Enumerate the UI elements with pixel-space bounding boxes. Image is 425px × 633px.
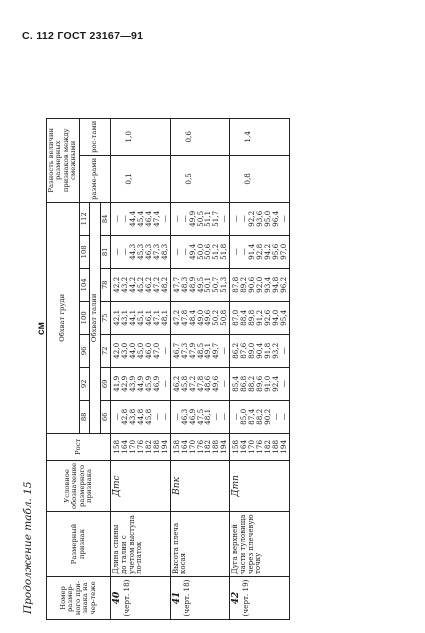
height-cell bbox=[230, 433, 289, 460]
row-number-cell bbox=[230, 577, 289, 620]
measure-value: 91,2 bbox=[254, 309, 264, 326]
measure-value: 48,3 bbox=[159, 243, 169, 260]
height-value: 194 bbox=[219, 439, 229, 454]
height-value: 170 bbox=[128, 439, 138, 454]
measure-value: 42,8 bbox=[120, 408, 130, 425]
measure-value: 49,4 bbox=[187, 243, 197, 260]
measure-value: — bbox=[278, 380, 288, 388]
table-row bbox=[230, 118, 289, 619]
value-column-cell bbox=[170, 235, 229, 268]
header-waist-group: Обхват талии bbox=[90, 202, 100, 433]
height-cell bbox=[170, 433, 229, 460]
measure-value: 48,9 bbox=[187, 276, 197, 293]
measure-value: 89,2 bbox=[239, 276, 249, 293]
measure-value: — bbox=[231, 215, 241, 223]
measure-value: 87,0 bbox=[231, 309, 241, 326]
waist-size-header: 75 bbox=[100, 301, 110, 334]
measure-value: 96,2 bbox=[278, 276, 288, 293]
height-value: 170 bbox=[247, 439, 257, 454]
value-column-cell bbox=[170, 334, 229, 367]
continuation-label: Продолжение табл. 15 bbox=[22, 481, 34, 614]
measure-value: 51,3 bbox=[219, 276, 229, 293]
measure-value: 42,9 bbox=[120, 375, 130, 392]
measure-value: 50,1 bbox=[203, 276, 213, 293]
height-cell bbox=[111, 433, 170, 460]
measure-value: 47,2 bbox=[151, 276, 161, 293]
height-value: 164 bbox=[120, 439, 130, 454]
measure-value: 51,1 bbox=[203, 210, 213, 227]
measure-value: 92,4 bbox=[270, 375, 280, 392]
height-value: 176 bbox=[136, 439, 146, 454]
measure-value: 94,8 bbox=[270, 276, 280, 293]
measure-value: — bbox=[211, 413, 221, 421]
measure-value: 86,8 bbox=[239, 375, 249, 392]
measure-value: 44,2 bbox=[128, 276, 138, 293]
row-number-cell bbox=[111, 577, 170, 620]
measure-value: 46,2 bbox=[143, 276, 153, 293]
measure-value: 50,5 bbox=[195, 210, 205, 227]
measure-value: 48,3 bbox=[179, 276, 189, 293]
value-column-cell bbox=[170, 202, 229, 235]
measure-value: 47,3 bbox=[179, 342, 189, 359]
measure-value: 48,2 bbox=[159, 276, 169, 293]
header-diff-heights: рос-тами bbox=[79, 118, 110, 155]
measure-value: 96,4 bbox=[270, 210, 280, 227]
value-column-cell bbox=[111, 301, 170, 334]
diff-heights-cell: 1,0 bbox=[111, 118, 170, 155]
height-value: 182 bbox=[143, 439, 153, 454]
measure-value: 45,8 bbox=[143, 408, 153, 425]
measure-value: 43,8 bbox=[128, 408, 138, 425]
feature-symbol: Дтп bbox=[231, 475, 242, 497]
measure-value: 93,6 bbox=[254, 210, 264, 227]
measure-value: 49,5 bbox=[195, 276, 205, 293]
value-column-cell bbox=[111, 235, 170, 268]
measure-value: 93,4 bbox=[262, 276, 272, 293]
diff-sizes-cell: 0,1 bbox=[111, 155, 170, 202]
measure-value: 47,7 bbox=[171, 276, 181, 293]
measure-value: 46,3 bbox=[179, 408, 189, 425]
measure-value: 91,4 bbox=[247, 243, 257, 260]
measure-value: 45,2 bbox=[136, 276, 146, 293]
measure-value: 44,1 bbox=[128, 309, 138, 326]
height-value: 182 bbox=[203, 439, 213, 454]
measure-value: 87,4 bbox=[247, 408, 257, 425]
measure-value: 44,4 bbox=[128, 210, 138, 227]
measure-value: 49,6 bbox=[211, 375, 221, 392]
measure-value: 48,1 bbox=[203, 408, 213, 425]
measure-value: 91,8 bbox=[262, 342, 272, 359]
measure-value: 86,2 bbox=[231, 342, 241, 359]
value-column-cell bbox=[111, 367, 170, 400]
height-value: 194 bbox=[159, 439, 169, 454]
measure-value: 87,8 bbox=[231, 276, 241, 293]
header-chest-group: Обхват груди bbox=[47, 202, 80, 433]
measure-value: 49,0 bbox=[195, 309, 205, 326]
chest-size-header: 104 bbox=[79, 268, 89, 301]
measure-value: — bbox=[278, 347, 288, 355]
measure-value: — bbox=[112, 248, 122, 256]
waist-size-header: 69 bbox=[100, 367, 110, 400]
measure-value: 42,0 bbox=[112, 342, 122, 359]
measure-value: 49,9 bbox=[187, 210, 197, 227]
measure-value: 48,1 bbox=[159, 309, 169, 326]
measure-value: 45,8 bbox=[179, 375, 189, 392]
measure-value: 46,0 bbox=[143, 342, 153, 359]
measure-value: 44,8 bbox=[136, 408, 146, 425]
measure-value: 46,2 bbox=[171, 375, 181, 392]
value-column-cell bbox=[230, 268, 289, 301]
measure-value: 92,8 bbox=[254, 243, 264, 260]
measure-value: 43,9 bbox=[128, 375, 138, 392]
measure-value: 46,9 bbox=[187, 408, 197, 425]
measure-value: 43,0 bbox=[120, 342, 130, 359]
value-column-cell bbox=[230, 367, 289, 400]
measure-value: — bbox=[120, 215, 130, 223]
measure-value: — bbox=[171, 248, 181, 256]
measure-value: 48,5 bbox=[195, 342, 205, 359]
value-column-cell bbox=[230, 400, 289, 433]
measure-value: — bbox=[112, 215, 122, 223]
height-value: 158 bbox=[112, 439, 122, 454]
waist-size-header: 66 bbox=[100, 400, 110, 433]
value-column-cell bbox=[170, 400, 229, 433]
measure-value: — bbox=[112, 413, 122, 421]
measure-value: 47,5 bbox=[195, 408, 205, 425]
measure-value: — bbox=[179, 248, 189, 256]
waist-size-header: 81 bbox=[100, 235, 110, 268]
height-value: 164 bbox=[179, 439, 189, 454]
height-value: 182 bbox=[262, 439, 272, 454]
measure-value: 50,2 bbox=[211, 309, 221, 326]
measure-value: 90,6 bbox=[247, 276, 257, 293]
measure-value: 47,3 bbox=[151, 243, 161, 260]
measure-value: — bbox=[231, 413, 241, 421]
measure-value: 47,8 bbox=[179, 309, 189, 326]
feature-symbol: Дтс bbox=[112, 475, 123, 497]
diff-heights-cell: 1,4 bbox=[230, 118, 289, 155]
value-column-cell bbox=[170, 367, 229, 400]
symbol-cell bbox=[230, 460, 289, 511]
header-height: Рост bbox=[47, 433, 111, 460]
measure-value: 91,0 bbox=[262, 375, 272, 392]
measure-value: — bbox=[219, 347, 229, 355]
symbol-cell bbox=[170, 460, 229, 511]
measure-value: 51,8 bbox=[219, 243, 229, 260]
measure-value: 46,3 bbox=[143, 243, 153, 260]
measure-value: 42,2 bbox=[112, 276, 122, 293]
measure-value: — bbox=[219, 413, 229, 421]
measure-value: 90,2 bbox=[262, 408, 272, 425]
height-value: 170 bbox=[187, 439, 197, 454]
feature-cell: Дуга верхней части туловища через плечевую точку bbox=[230, 512, 289, 577]
measure-value: 51,7 bbox=[211, 210, 221, 227]
measure-value: 90,4 bbox=[254, 342, 264, 359]
measure-value: 47,0 bbox=[151, 342, 161, 359]
measure-value: 51,2 bbox=[211, 243, 221, 260]
table-body bbox=[111, 118, 289, 619]
chest-size-header: 108 bbox=[79, 235, 89, 268]
height-value: 188 bbox=[270, 439, 280, 454]
waist-size-header: 84 bbox=[100, 202, 110, 235]
height-value: 188 bbox=[151, 439, 161, 454]
measure-value: — bbox=[159, 413, 169, 421]
measure-value: 85,4 bbox=[231, 375, 241, 392]
value-column-cell bbox=[111, 334, 170, 367]
value-column-cell bbox=[230, 334, 289, 367]
measure-value: — bbox=[171, 215, 181, 223]
header-diff-sizes: разме-рами bbox=[79, 155, 110, 202]
chest-size-header: 88 bbox=[79, 400, 89, 433]
measure-value: 50,6 bbox=[203, 243, 213, 260]
value-column-cell bbox=[230, 235, 289, 268]
measure-value: 44,0 bbox=[128, 342, 138, 359]
value-column-cell bbox=[111, 202, 170, 235]
measure-value: 95,0 bbox=[262, 210, 272, 227]
measure-value: 87,6 bbox=[239, 342, 249, 359]
measure-value: 95,6 bbox=[270, 243, 280, 260]
measure-value: 89,8 bbox=[247, 309, 257, 326]
measure-value: 48,4 bbox=[187, 309, 197, 326]
measure-value: — bbox=[179, 215, 189, 223]
measure-value: 88,4 bbox=[239, 309, 249, 326]
measure-value: 47,9 bbox=[187, 342, 197, 359]
measure-value: 47,2 bbox=[187, 375, 197, 392]
measure-value: — bbox=[159, 347, 169, 355]
measure-value: 49,7 bbox=[211, 342, 221, 359]
height-value: 158 bbox=[171, 439, 181, 454]
row-figure-ref: (черт. 18) bbox=[122, 579, 132, 617]
measure-value: 49,6 bbox=[203, 309, 213, 326]
row-number: 41 bbox=[171, 591, 182, 605]
header-feature: Размерный признак bbox=[47, 512, 111, 577]
measure-value: 47,8 bbox=[195, 375, 205, 392]
measure-value: 41,9 bbox=[112, 375, 122, 392]
measure-value: 47,1 bbox=[151, 309, 161, 326]
row-figure-ref: (черт. 19) bbox=[241, 579, 251, 617]
measure-value: 46,4 bbox=[143, 210, 153, 227]
height-value: 164 bbox=[239, 439, 249, 454]
chest-size-header: 92 bbox=[79, 367, 89, 400]
waist-size-header: 72 bbox=[100, 334, 110, 367]
measure-value: 50,8 bbox=[219, 309, 229, 326]
row-number: 40 bbox=[112, 591, 123, 605]
measure-value: 94,0 bbox=[270, 309, 280, 326]
measure-value: 50,0 bbox=[195, 243, 205, 260]
value-column-cell bbox=[170, 268, 229, 301]
measure-value: 50,7 bbox=[211, 276, 221, 293]
measure-value: 92,2 bbox=[247, 210, 257, 227]
measure-value: 45,4 bbox=[136, 210, 146, 227]
measure-value: — bbox=[278, 413, 288, 421]
measure-value: 94,2 bbox=[262, 243, 272, 260]
measure-value: 43,2 bbox=[120, 276, 130, 293]
value-column-cell bbox=[111, 400, 170, 433]
measure-value: 49,1 bbox=[203, 342, 213, 359]
measure-value: 89,6 bbox=[254, 375, 264, 392]
row-number-cell bbox=[170, 577, 229, 620]
chest-size-header: 96 bbox=[79, 334, 89, 367]
measure-value: 42,1 bbox=[112, 309, 122, 326]
symbol-cell bbox=[111, 460, 170, 511]
page-header: С. 112 ГОСТ 23167—91 bbox=[22, 30, 144, 42]
measure-value: — bbox=[159, 380, 169, 388]
diff-sizes-cell: 0,8 bbox=[230, 155, 289, 202]
measure-value: — bbox=[171, 413, 181, 421]
measure-value: — bbox=[239, 215, 249, 223]
measure-value: 47,4 bbox=[151, 210, 161, 227]
table-row bbox=[170, 118, 229, 619]
measure-value: 93,2 bbox=[270, 342, 280, 359]
measure-value: 45,3 bbox=[136, 243, 146, 260]
header-diff-group: Разность величин размерных признаков между смежными bbox=[47, 118, 80, 202]
measure-value: 48,6 bbox=[203, 375, 213, 392]
feature-cell: Длина спины до талии с учетом выступа ло-паток bbox=[111, 512, 170, 577]
header-num: Номер размер-ного при-знака на чер-теже bbox=[47, 577, 111, 620]
measure-value: — bbox=[219, 215, 229, 223]
measure-value: — bbox=[151, 413, 161, 421]
chest-size-header: 112 bbox=[79, 202, 89, 235]
value-column-cell bbox=[230, 301, 289, 334]
measure-value: 44,3 bbox=[128, 243, 138, 260]
measure-value: 46,1 bbox=[143, 309, 153, 326]
diff-heights-cell: 0,6 bbox=[170, 118, 229, 155]
measure-value: — bbox=[239, 248, 249, 256]
measure-value: 45,9 bbox=[143, 375, 153, 392]
chest-size-header: 100 bbox=[79, 301, 89, 334]
feature-symbol: Впк bbox=[171, 477, 182, 495]
unit-label: см bbox=[36, 322, 47, 335]
measure-value: 47,2 bbox=[171, 309, 181, 326]
measure-value: — bbox=[120, 248, 130, 256]
measure-value: — bbox=[219, 380, 229, 388]
measure-value: 97,0 bbox=[278, 243, 288, 260]
measure-value: 88,2 bbox=[254, 408, 264, 425]
diff-sizes-cell: 0,5 bbox=[170, 155, 229, 202]
height-value: 176 bbox=[254, 439, 264, 454]
measure-value: 46,9 bbox=[151, 375, 161, 392]
table-row bbox=[111, 118, 170, 619]
row-figure-ref: (черт. 18) bbox=[181, 579, 191, 617]
height-value: 194 bbox=[278, 439, 288, 454]
measure-value: 43,1 bbox=[120, 309, 130, 326]
measure-value: — bbox=[278, 215, 288, 223]
measure-value: 89,0 bbox=[247, 342, 257, 359]
height-value: 188 bbox=[211, 439, 221, 454]
measure-value: 95,4 bbox=[278, 309, 288, 326]
measure-value: — bbox=[159, 215, 169, 223]
measure-value: 92,0 bbox=[254, 276, 264, 293]
value-column-cell bbox=[170, 301, 229, 334]
measure-value: 44,9 bbox=[136, 375, 146, 392]
value-column-cell bbox=[111, 268, 170, 301]
height-value: 158 bbox=[231, 439, 241, 454]
measure-value: 46,7 bbox=[171, 342, 181, 359]
header-symbol: Условное обозначение размерного признака bbox=[47, 460, 111, 511]
measure-value: — bbox=[231, 248, 241, 256]
height-value: 176 bbox=[195, 439, 205, 454]
rotated-table-area bbox=[22, 60, 392, 620]
value-column-cell bbox=[230, 202, 289, 235]
measure-value: 92,6 bbox=[262, 309, 272, 326]
feature-cell: Высота плеча косая bbox=[170, 512, 229, 577]
measure-value: 45,0 bbox=[136, 342, 146, 359]
measure-value: 45,1 bbox=[136, 309, 146, 326]
measure-value: 85,0 bbox=[239, 408, 249, 425]
row-number: 42 bbox=[231, 591, 242, 605]
waist-size-header: 78 bbox=[100, 268, 110, 301]
measure-value: 88,2 bbox=[247, 375, 257, 392]
measure-value: — bbox=[270, 413, 280, 421]
measurements-table bbox=[46, 118, 290, 620]
